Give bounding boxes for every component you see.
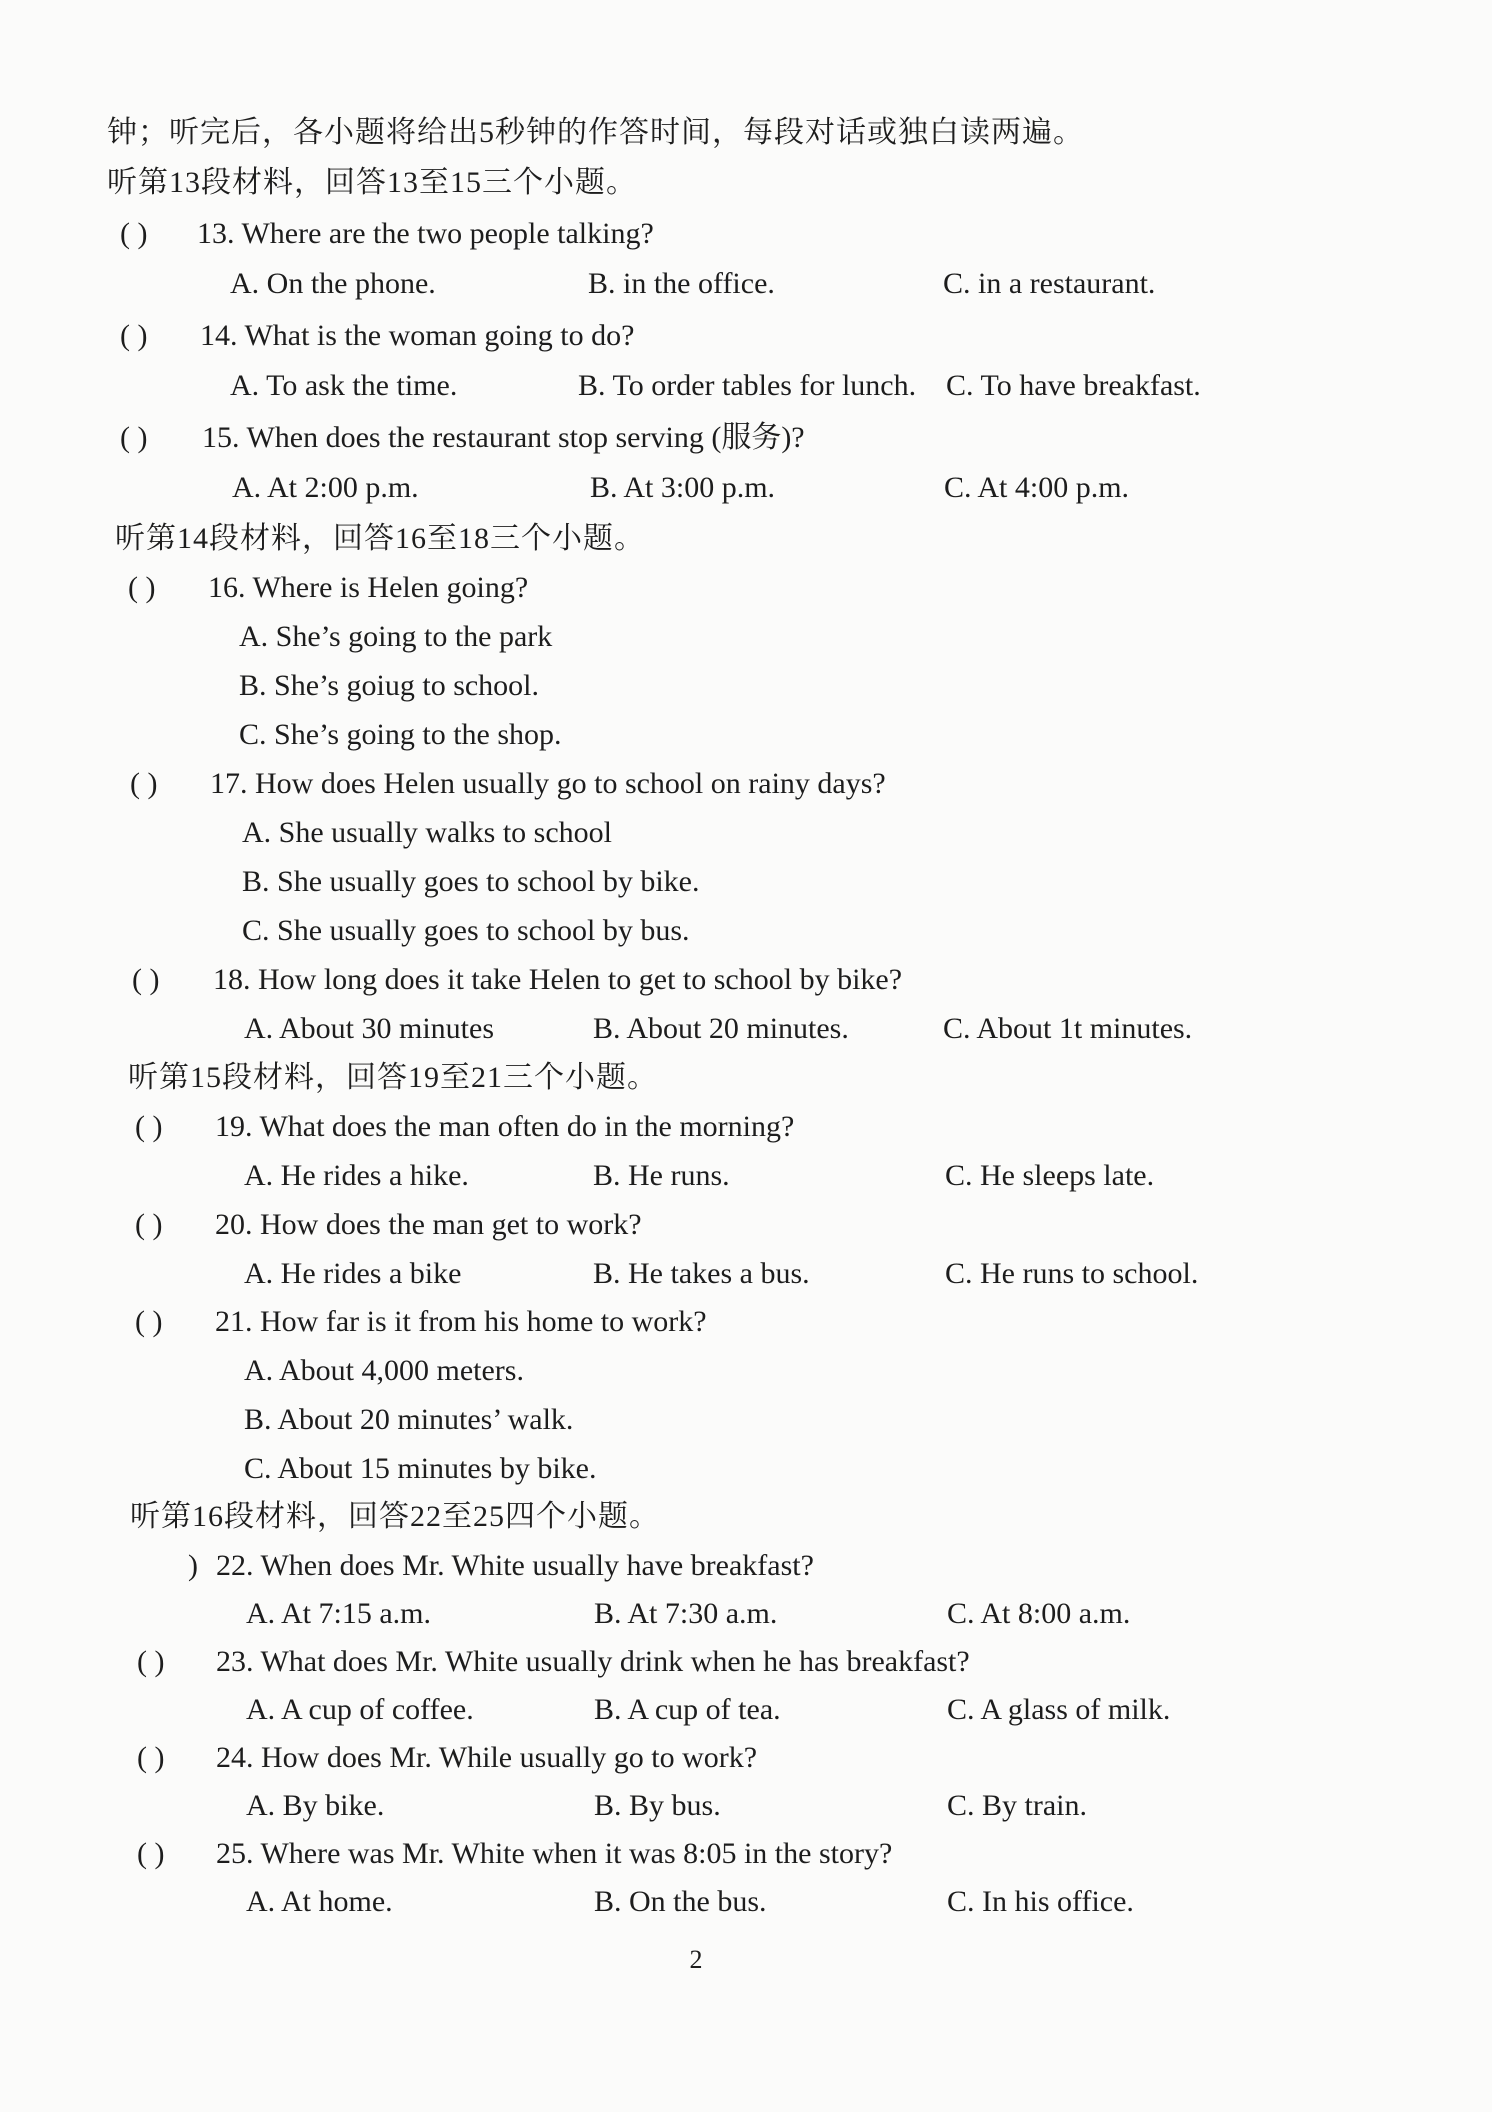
option-c: C. About 1t minutes. bbox=[943, 1012, 1193, 1045]
option-c: C. A glass of milk. bbox=[947, 1693, 1171, 1726]
question-stem: 20. How does the man get to work? bbox=[215, 1208, 642, 1241]
question-stem: 23. What does Mr. White usually drink when he has breakfast? bbox=[216, 1645, 970, 1678]
option-c: C. At 4:00 p.m. bbox=[944, 471, 1130, 504]
question-stem: 19. What does the man often do in the morning? bbox=[215, 1110, 795, 1143]
option-a: A. On the phone. bbox=[230, 267, 436, 300]
answer-bracket: ( ) bbox=[135, 1208, 163, 1241]
question-stem: 24. How does Mr. While usually go to work? bbox=[216, 1741, 758, 1774]
option-a: A. By bike. bbox=[246, 1789, 385, 1822]
option-b: B. She’s goiug to school. bbox=[239, 669, 540, 702]
answer-bracket: ( ) bbox=[137, 1741, 165, 1774]
question-stem: 25. Where was Mr. White when it was 8:05 in the story? bbox=[216, 1837, 893, 1870]
answer-bracket: ( ) bbox=[120, 319, 148, 352]
page-number: 2 bbox=[689, 1945, 703, 1974]
option-b: B. At 7:30 a.m. bbox=[594, 1597, 778, 1630]
option-b: B. At 3:00 p.m. bbox=[590, 471, 776, 504]
option-a: A. At 2:00 p.m. bbox=[232, 471, 419, 504]
option-c: C. To have breakfast. bbox=[946, 369, 1201, 402]
option-b: B. She usually goes to school by bike. bbox=[242, 865, 700, 898]
option-c: C. In his office. bbox=[947, 1885, 1134, 1918]
section-heading: 听第16段材料，回答22至25四个小题。 bbox=[130, 1500, 660, 1533]
option-c: C. He sleeps late. bbox=[945, 1159, 1155, 1192]
answer-bracket: ( ) bbox=[137, 1837, 165, 1870]
answer-bracket: ( ) bbox=[120, 421, 148, 454]
question-stem: 14. What is the woman going to do? bbox=[200, 319, 635, 352]
option-a: A. He rides a bike bbox=[244, 1257, 462, 1290]
section-heading: 听第14段材料，回答16至18三个小题。 bbox=[115, 522, 645, 555]
option-b: B. About 20 minutes. bbox=[593, 1012, 849, 1045]
option-a: A. He rides a hike. bbox=[244, 1159, 469, 1192]
option-c: C. At 8:00 a.m. bbox=[947, 1597, 1131, 1630]
option-b: B. He takes a bus. bbox=[593, 1257, 810, 1290]
section-heading: 听第13段材料，回答13至15三个小题。 bbox=[107, 166, 637, 199]
option-b: B. He runs. bbox=[593, 1159, 730, 1192]
option-a: A. About 4,000 meters. bbox=[244, 1354, 524, 1387]
option-b: B. On the bus. bbox=[594, 1885, 767, 1918]
option-c: C. About 15 minutes by bike. bbox=[244, 1452, 597, 1485]
option-a: A. To ask the time. bbox=[230, 369, 458, 402]
answer-bracket: ( ) bbox=[128, 571, 156, 604]
answer-bracket: ( ) bbox=[132, 963, 160, 996]
question-stem: 21. How far is it from his home to work? bbox=[215, 1305, 707, 1338]
option-a: A. At 7:15 a.m. bbox=[246, 1597, 431, 1630]
section-heading: 听第15段材料，回答19至21三个小题。 bbox=[128, 1061, 658, 1094]
option-c: C. By train. bbox=[947, 1789, 1087, 1822]
answer-bracket: ( ) bbox=[135, 1110, 163, 1143]
option-b: B. By bus. bbox=[594, 1789, 721, 1822]
question-stem: 16. Where is Helen going? bbox=[208, 571, 529, 604]
intro-text: 钟；听完后，各小题将给出5秒钟的作答时间，每段对话或独白读两遍。 bbox=[107, 116, 1084, 149]
question-stem: 17. How does Helen usually go to school on rainy days? bbox=[210, 767, 886, 800]
question-stem: 18. How long does it take Helen to get to school by bike? bbox=[213, 963, 903, 996]
option-b: B. A cup of tea. bbox=[594, 1693, 781, 1726]
question-stem: 13. Where are the two people talking? bbox=[197, 217, 654, 250]
answer-bracket: ( ) bbox=[130, 767, 158, 800]
answer-bracket: ( ) bbox=[137, 1645, 165, 1678]
option-c: C. She’s going to the shop. bbox=[239, 718, 562, 751]
question-stem: 22. When does Mr. White usually have breakfast? bbox=[216, 1549, 814, 1582]
option-c: C. She usually goes to school by bus. bbox=[242, 914, 690, 947]
option-c: C. in a restaurant. bbox=[943, 267, 1156, 300]
answer-bracket: ( ) bbox=[135, 1305, 163, 1338]
option-b: B. To order tables for lunch. bbox=[578, 369, 917, 402]
answer-bracket: ( ) bbox=[120, 217, 148, 250]
option-a: A. About 30 minutes bbox=[244, 1012, 495, 1045]
option-a: A. She’s going to the park bbox=[239, 620, 553, 653]
option-a: A. At home. bbox=[246, 1885, 393, 1918]
question-stem: 15. When does the restaurant stop serving (服务)? bbox=[202, 421, 805, 454]
option-a: A. She usually walks to school bbox=[242, 816, 612, 849]
option-c: C. He runs to school. bbox=[945, 1257, 1199, 1290]
option-a: A. A cup of coffee. bbox=[246, 1693, 474, 1726]
answer-bracket: ) bbox=[188, 1549, 198, 1582]
option-b: B. About 20 minutes’ walk. bbox=[244, 1403, 574, 1436]
option-b: B. in the office. bbox=[588, 267, 775, 300]
